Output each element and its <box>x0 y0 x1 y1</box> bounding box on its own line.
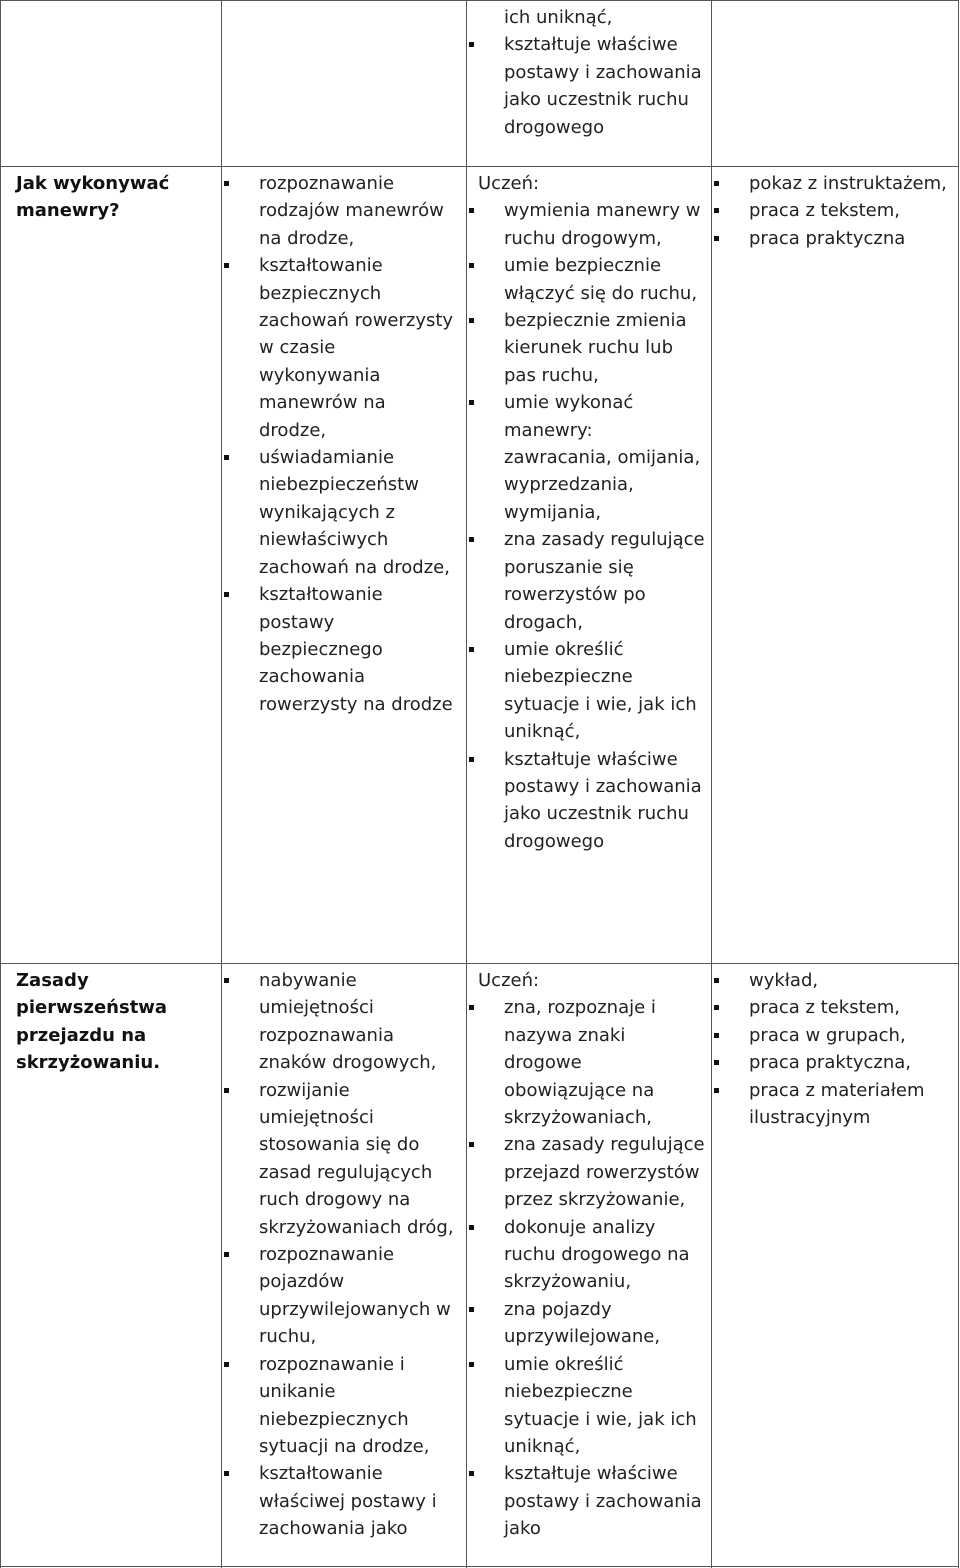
outcome-item: kształtuje właściwe postawy i zachowania jako uczestnik ruchu drogowego <box>466 31 706 141</box>
method-item: praca praktyczna, <box>711 1049 951 1076</box>
goal-item: rozpoznawanie i unikanie niebezpiecznych sytuacji na drodze, <box>221 1351 457 1461</box>
outcome-item: kształtuje właściwe postawy i zachowania jako <box>466 1460 706 1542</box>
row-divider-1 <box>0 166 959 167</box>
table-border-top <box>0 0 959 1</box>
row2-goals-cell <box>221 967 457 1543</box>
outcome-item: bezpiecznie zmienia kierunek ruchu lub pas ruchu, <box>466 307 706 389</box>
method-item: praca z tekstem, <box>711 994 951 1021</box>
goal-item: nabywanie umiejętności rozpoznawania znaków drogowych, <box>221 967 457 1077</box>
outcome-item: umie określić niebezpieczne sytuacje i wie, jak ich uniknąć, <box>466 636 706 746</box>
goal-item: rozwijanie umiejętności stosowania się do zasad regulujących ruch drogowy na skrzyżowaniach dróg, <box>221 1077 457 1241</box>
row2-methods-cell <box>711 967 951 1131</box>
top-row-outcomes-cell <box>466 4 706 141</box>
outcome-item: umie wykonać manewry: zawracania, omijania, wyprzedzania, wymijania, <box>466 389 706 526</box>
outcome-item: umie bezpiecznie włączyć się do ruchu, <box>466 252 706 307</box>
method-item: praca praktyczna <box>711 225 951 252</box>
row1-outcomes-cell <box>466 170 706 855</box>
goal-item: kształtowanie właściwej postawy i zachowania jako <box>221 1460 457 1542</box>
outcome-item: zna zasady regulujące przejazd rowerzystów przez skrzyżowanie, <box>466 1131 706 1213</box>
student-label: Uczeń: <box>478 173 540 194</box>
method-item: pokaz z instruktażem, <box>711 170 951 197</box>
goal-item: kształtowanie bezpiecznych zachowań rowerzysty w czasie wykonywania manewrów na drodze, <box>221 252 457 444</box>
student-label: Uczeń: <box>478 970 540 991</box>
outcome-item: zna, rozpoznaje i nazywa znaki drogowe obowiązujące na skrzyżowaniach, <box>466 994 706 1131</box>
outcome-item: wymienia manewry w ruchu drogowym, <box>466 197 706 252</box>
goal-item: uświadamianie niebezpieczeństw wynikających z niewłaściwych zachowań na drodze, <box>221 444 457 581</box>
row2-topic <box>16 967 206 1077</box>
outcome-item: kształtuje właściwe postawy i zachowania jako uczestnik ruchu drogowego <box>466 746 706 856</box>
row1-topic <box>16 170 206 225</box>
table-border-left <box>0 0 1 1568</box>
goal-item: kształtowanie postawy bezpiecznego zachowania rowerzysty na drodze <box>221 581 457 718</box>
table-border-bottom <box>0 1566 959 1567</box>
table-border-right <box>958 0 959 1568</box>
row1-goals-cell <box>221 170 457 718</box>
outcome-item: dokonuje analizy ruchu drogowego na skrzyżowaniu, <box>466 1214 706 1296</box>
row1-methods-cell <box>711 170 951 252</box>
goal-item: rozpoznawanie rodzajów manewrów na drodze, <box>221 170 457 252</box>
outcome-continuation: ich uniknąć, <box>504 7 613 28</box>
row2-outcomes-cell <box>466 967 706 1543</box>
method-item: praca z materiałem ilustracyjnym <box>711 1077 951 1132</box>
goal-item: rozpoznawanie pojazdów uprzywilejowanych w ruchu, <box>221 1241 457 1351</box>
topic-title: Zasady pierwszeństwa przejazdu na skrzyżowaniu. <box>16 970 168 1074</box>
outcome-item: umie określić niebezpieczne sytuacje i wie, jak ich uniknąć, <box>466 1351 706 1461</box>
row-divider-2 <box>0 963 959 964</box>
topic-title: Jak wykonywać manewry? <box>16 173 170 222</box>
method-item: praca z tekstem, <box>711 197 951 224</box>
method-item: praca w grupach, <box>711 1022 951 1049</box>
outcome-item: zna pojazdy uprzywilejowane, <box>466 1296 706 1351</box>
method-item: wykład, <box>711 967 951 994</box>
outcome-item: zna zasady regulujące poruszanie się rowerzystów po drogach, <box>466 526 706 636</box>
